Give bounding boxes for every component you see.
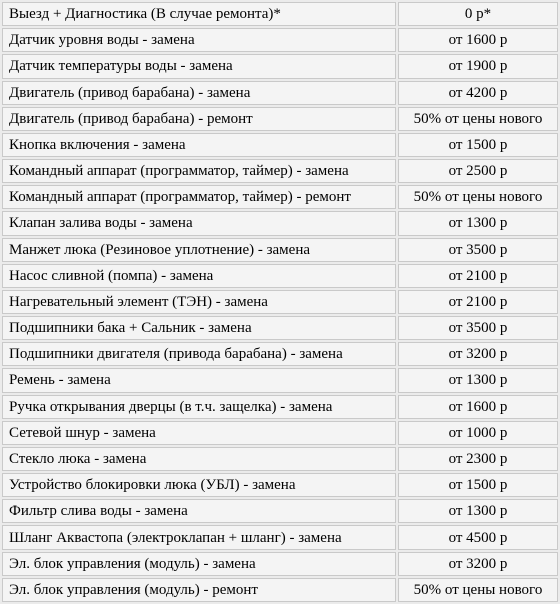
table-row bbox=[2, 185, 558, 209]
table-row bbox=[2, 2, 558, 26]
service-price: от 3500 р bbox=[398, 316, 558, 340]
service-name: Фильтр слива воды - замена bbox=[2, 499, 396, 523]
service-name: Нагревательный элемент (ТЭН) - замена bbox=[2, 290, 396, 314]
service-price: от 2500 р bbox=[398, 159, 558, 183]
service-name: Подшипники бака + Сальник - замена bbox=[2, 316, 396, 340]
service-price: 50% от цены нового bbox=[398, 107, 558, 131]
table-row bbox=[2, 552, 558, 576]
table-row bbox=[2, 159, 558, 183]
service-price: от 3200 р bbox=[398, 552, 558, 576]
table-row bbox=[2, 28, 558, 52]
service-price: от 2100 р bbox=[398, 264, 558, 288]
service-name: Командный аппарат (программатор, таймер) - ремонт bbox=[2, 185, 396, 209]
table-row bbox=[2, 238, 558, 262]
service-price: от 1500 р bbox=[398, 133, 558, 157]
service-price: 50% от цены нового bbox=[398, 578, 558, 602]
service-price: 0 р* bbox=[398, 2, 558, 26]
table-row bbox=[2, 107, 558, 131]
service-price: от 2300 р bbox=[398, 447, 558, 471]
service-price: от 2100 р bbox=[398, 290, 558, 314]
service-name: Эл. блок управления (модуль) - ремонт bbox=[2, 578, 396, 602]
service-name: Ремень - замена bbox=[2, 368, 396, 392]
service-price: от 1600 р bbox=[398, 28, 558, 52]
table-row bbox=[2, 473, 558, 497]
service-price: от 4500 р bbox=[398, 525, 558, 549]
service-price: от 1300 р bbox=[398, 499, 558, 523]
service-price: от 3200 р bbox=[398, 342, 558, 366]
service-name: Выезд + Диагностика (В случае ремонта)* bbox=[2, 2, 396, 26]
service-price: от 1300 р bbox=[398, 368, 558, 392]
service-name: Стекло люка - замена bbox=[2, 447, 396, 471]
table-row bbox=[2, 368, 558, 392]
table-row bbox=[2, 578, 558, 602]
table-row bbox=[2, 54, 558, 78]
service-price: от 1300 р bbox=[398, 211, 558, 235]
table-row bbox=[2, 342, 558, 366]
table-row bbox=[2, 395, 558, 419]
service-price: от 3500 р bbox=[398, 238, 558, 262]
table-row bbox=[2, 211, 558, 235]
table-row bbox=[2, 525, 558, 549]
table-row bbox=[2, 81, 558, 105]
service-name: Насос сливной (помпа) - замена bbox=[2, 264, 396, 288]
table-row bbox=[2, 447, 558, 471]
table-row bbox=[2, 133, 558, 157]
service-name: Двигатель (привод барабана) - замена bbox=[2, 81, 396, 105]
service-price: от 1900 р bbox=[398, 54, 558, 78]
service-name: Датчик уровня воды - замена bbox=[2, 28, 396, 52]
table-row bbox=[2, 499, 558, 523]
service-name: Устройство блокировки люка (УБЛ) - замена bbox=[2, 473, 396, 497]
table-row bbox=[2, 421, 558, 445]
service-name: Клапан залива воды - замена bbox=[2, 211, 396, 235]
service-name: Ручка открывания дверцы (в т.ч. защелка) - замена bbox=[2, 395, 396, 419]
service-price: от 1000 р bbox=[398, 421, 558, 445]
table-row bbox=[2, 290, 558, 314]
service-price: от 1500 р bbox=[398, 473, 558, 497]
service-price: от 4200 р bbox=[398, 81, 558, 105]
service-name: Шланг Аквастопа (электроклапан + шланг) - замена bbox=[2, 525, 396, 549]
service-name: Командный аппарат (программатор, таймер) - замена bbox=[2, 159, 396, 183]
service-name: Кнопка включения - замена bbox=[2, 133, 396, 157]
service-price: 50% от цены нового bbox=[398, 185, 558, 209]
price-table-body bbox=[2, 2, 558, 602]
service-price: от 1600 р bbox=[398, 395, 558, 419]
service-name: Манжет люка (Резиновое уплотнение) - замена bbox=[2, 238, 396, 262]
service-name: Датчик температуры воды - замена bbox=[2, 54, 396, 78]
table-row bbox=[2, 264, 558, 288]
table-row bbox=[2, 316, 558, 340]
service-name: Эл. блок управления (модуль) - замена bbox=[2, 552, 396, 576]
service-name: Двигатель (привод барабана) - ремонт bbox=[2, 107, 396, 131]
service-name: Сетевой шнур - замена bbox=[2, 421, 396, 445]
service-name: Подшипники двигателя (привода барабана) - замена bbox=[2, 342, 396, 366]
